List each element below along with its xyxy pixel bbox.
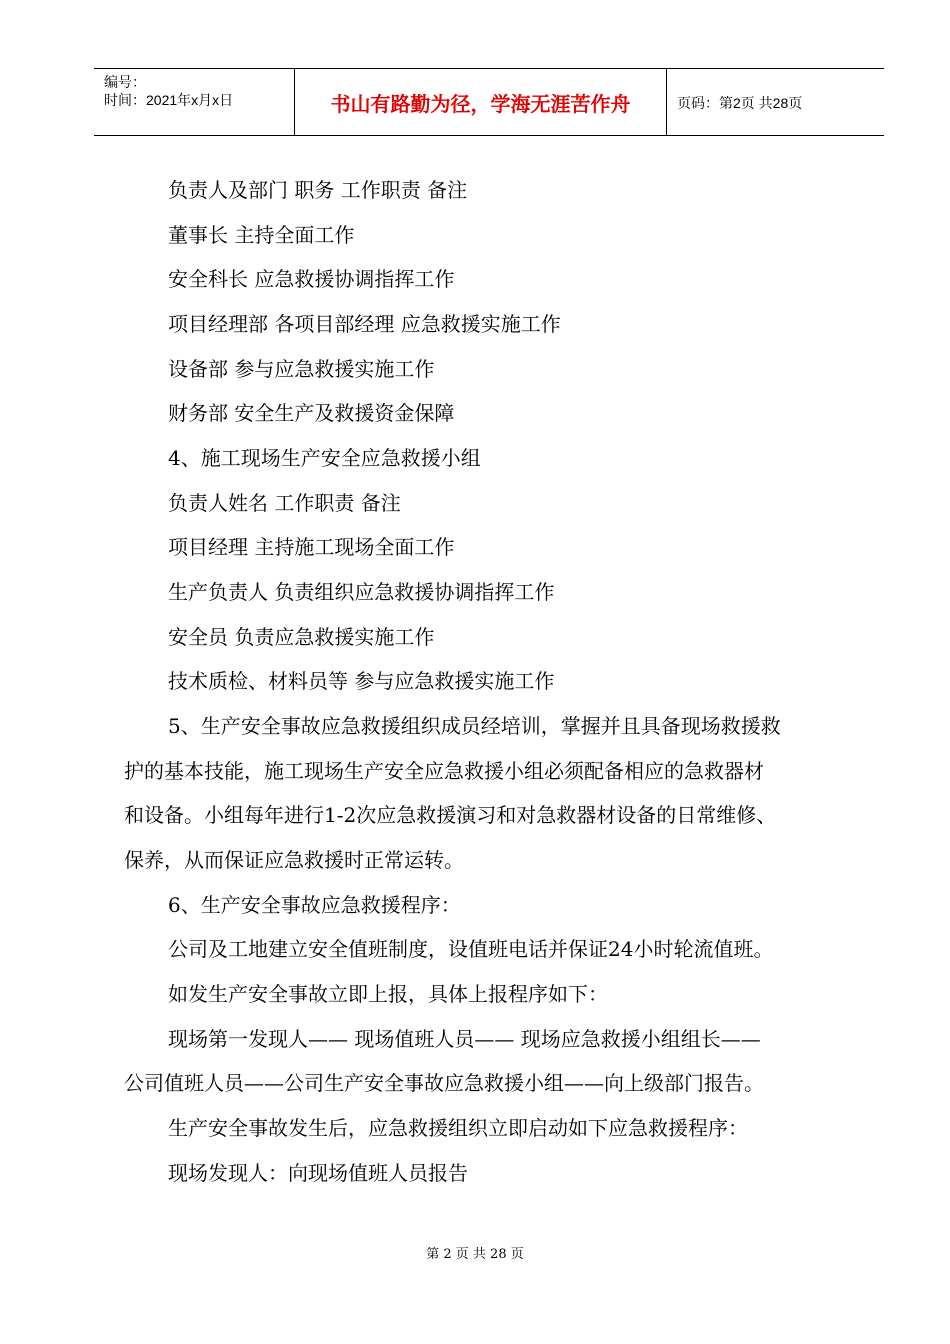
text-line: 负责人及部门 职务 工作职责 备注 xyxy=(168,178,468,202)
text-line: 现场发现人：向现场值班人员报告 xyxy=(168,1161,468,1185)
section-heading: 6、生产安全事故应急救援程序： xyxy=(168,893,461,917)
text-line: 生产安全事故发生后，应急救援组织立即启动如下应急救援程序： xyxy=(168,1116,748,1140)
paragraph-line: 护的基本技能，施工现场生产安全应急救援小组必须配备相应的急救器材 xyxy=(124,759,764,783)
text-line: 公司及工地建立安全值班制度，设值班电话并保证24小时轮流值班。 xyxy=(168,937,774,961)
paragraph-line: 公司值班人员——公司生产安全事故应急救援小组——向上级部门报告。 xyxy=(124,1071,764,1095)
page-header xyxy=(94,68,884,136)
text-line: 安全科长 应急救援协调指挥工作 xyxy=(168,267,455,291)
text-line: 技术质检、材料员等 参与应急救援实施工作 xyxy=(168,669,555,693)
text-line: 负责人姓名 工作职责 备注 xyxy=(168,491,401,515)
text-line: 项目经理 主持施工现场全面工作 xyxy=(168,535,455,559)
text-line: 项目经理部 各项目部经理 应急救援实施工作 xyxy=(168,312,561,336)
section-heading: 4、施工现场生产安全应急救援小组 xyxy=(168,446,481,470)
paragraph-line: 保养，从而保证应急救援时正常运转。 xyxy=(124,848,464,872)
page-footer: 第 2 页 共 28 页 xyxy=(426,1247,524,1262)
text-line: 财务部 安全生产及救援资金保障 xyxy=(168,401,455,425)
doc-time-label: 时间：2021年x月x日 xyxy=(104,92,234,108)
header-motto-cell xyxy=(295,69,667,135)
text-line: 生产负责人 负责组织应急救援协调指挥工作 xyxy=(168,580,555,604)
paragraph-line: 5、生产安全事故应急救援组织成员经培训，掌握并且具备现场救援救 xyxy=(168,714,781,738)
header-info-cell xyxy=(94,69,295,135)
header-page-label: 页码：第2页 共28页 xyxy=(677,95,803,111)
header-page-cell xyxy=(667,69,884,135)
motto-text: 书山有路勤为径，学海无涯苦作舟 xyxy=(330,92,631,116)
paragraph-line: 和设备。小组每年进行1-2次应急救援演习和对急救器材设备的日常维修、 xyxy=(124,803,777,827)
text-line: 设备部 参与应急救援实施工作 xyxy=(168,357,435,381)
doc-number-label: 编号： xyxy=(104,74,146,90)
paragraph-line: 现场第一发现人—— 现场值班人员—— 现场应急救援小组组长—— xyxy=(168,1027,761,1051)
text-line: 如发生产安全事故立即上报，具体上报程序如下： xyxy=(168,982,608,1006)
text-line: 董事长 主持全面工作 xyxy=(168,223,355,247)
text-line: 安全员 负责应急救援实施工作 xyxy=(168,625,435,649)
